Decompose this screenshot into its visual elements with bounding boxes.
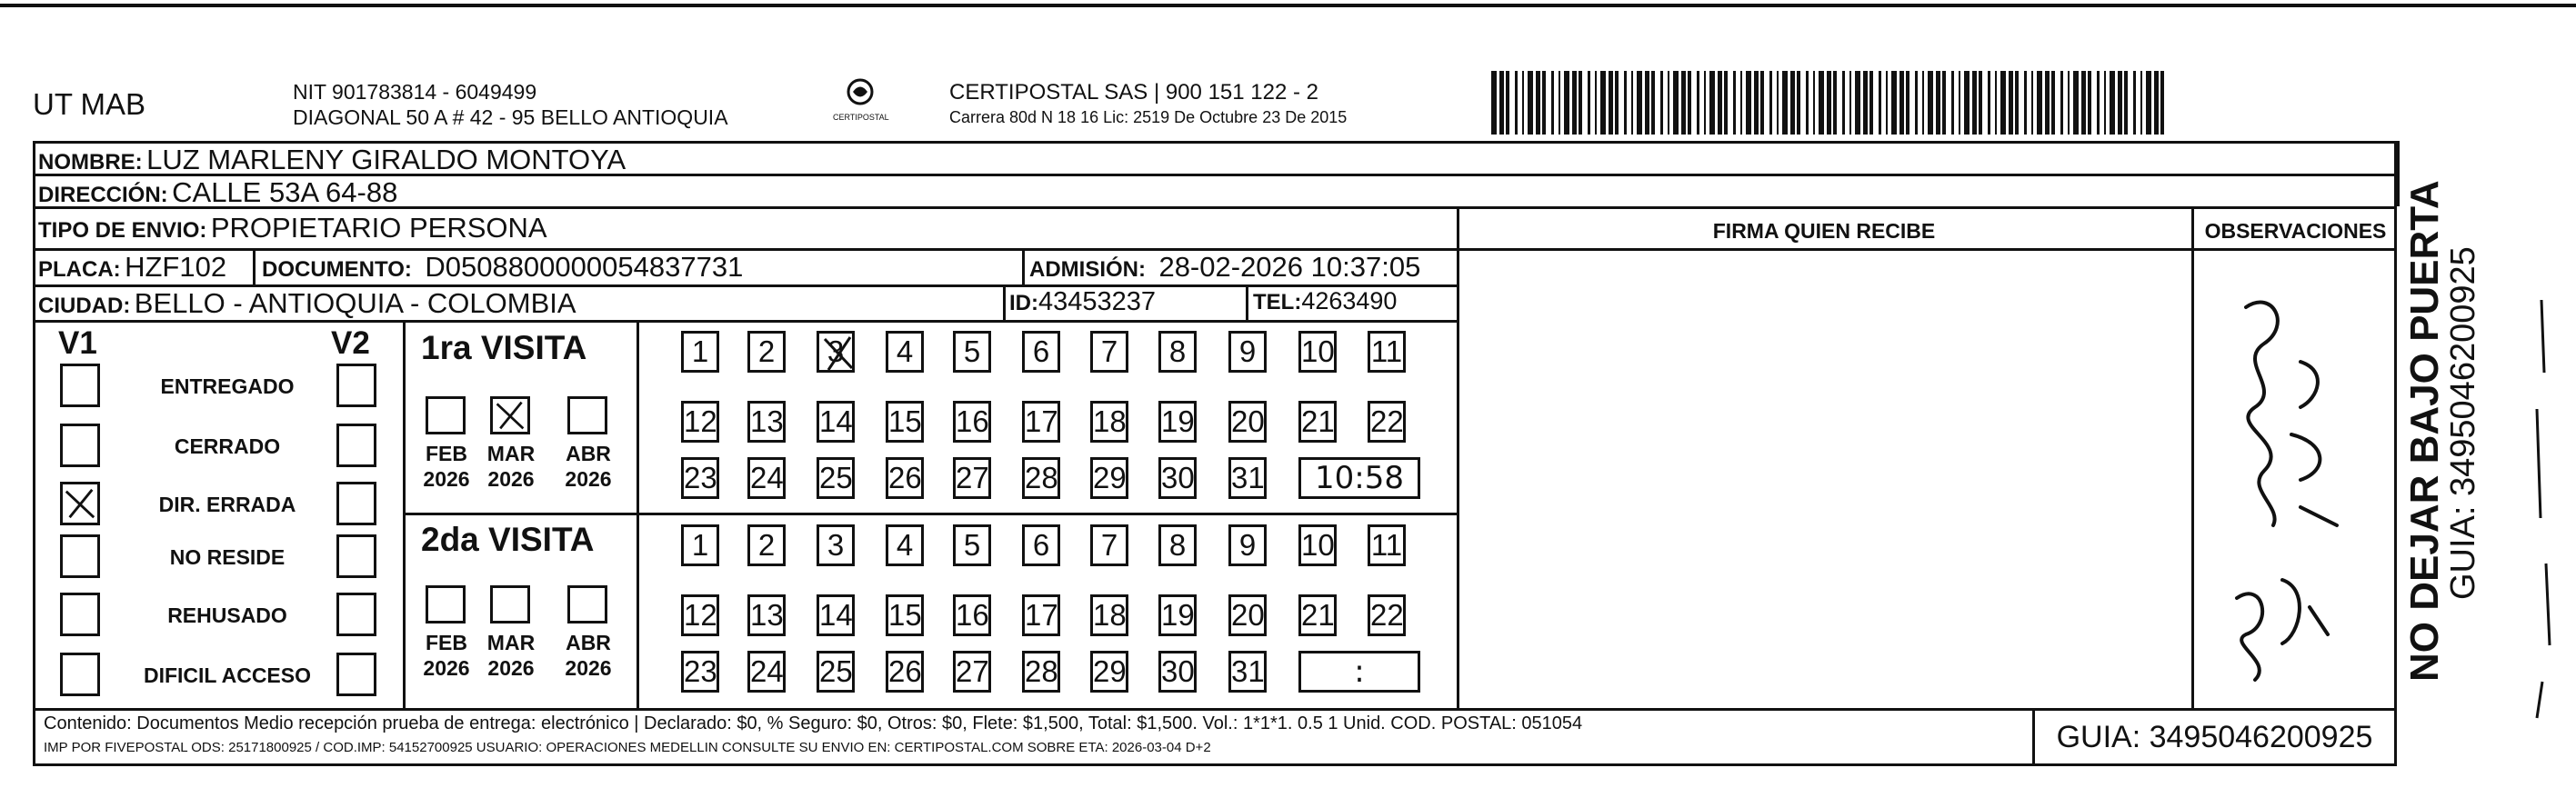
day-box[interactable]: 3 — [817, 524, 855, 566]
barcode-bar — [2140, 71, 2142, 135]
day-box[interactable]: 22 — [1368, 401, 1406, 443]
day-box[interactable]: 29 — [1090, 651, 1128, 693]
barcode-bar — [2009, 71, 2013, 135]
year-label: 2026 — [487, 656, 535, 680]
barcode-bar — [1936, 71, 1940, 135]
barcode-bar — [1681, 71, 1686, 135]
v2-checkbox[interactable] — [336, 593, 376, 636]
barcode-bar — [1559, 71, 1560, 135]
month-label: MAR — [486, 442, 536, 465]
day-box[interactable]: 14 — [817, 401, 855, 443]
barcode-bar — [1959, 71, 1960, 135]
status-label: REHUSADO — [167, 603, 287, 627]
month-checkbox[interactable] — [490, 585, 530, 623]
day-box[interactable]: 28 — [1022, 651, 1060, 693]
day-box[interactable]: 27 — [953, 457, 991, 499]
barcode-bar — [2160, 71, 2164, 135]
footer-guia: GUIA: 3495046200925 — [2056, 720, 2373, 754]
ciudad-value: BELLO - ANTIOQUIA - COLOMBIA — [134, 287, 576, 319]
day-box[interactable]: 22 — [1368, 594, 1406, 636]
barcode-bar — [2024, 71, 2027, 135]
day-box[interactable]: 31 — [1228, 651, 1267, 693]
barcode-bar — [2104, 71, 2106, 135]
barcode-bar — [1842, 71, 1845, 135]
v2-checkbox[interactable] — [336, 534, 376, 578]
month-checkbox[interactable] — [567, 585, 607, 623]
barcode-bar — [1697, 71, 1699, 135]
barcode-bar — [1922, 71, 1924, 135]
barcode-bar — [1600, 71, 1606, 135]
day-box[interactable]: 19 — [1158, 401, 1197, 443]
barcode-bar — [1551, 71, 1554, 135]
barcode — [1491, 71, 2173, 135]
day-box[interactable]: 6 — [1022, 331, 1060, 373]
day-box[interactable]: 17 — [1022, 594, 1060, 636]
day-box[interactable]: 11 — [1368, 524, 1406, 566]
barcode-bar — [2073, 71, 2079, 135]
time-box[interactable]: : — [1298, 651, 1420, 693]
month-label: FEB — [426, 631, 467, 654]
day-box[interactable]: 12 — [681, 594, 719, 636]
v2-checkbox[interactable] — [336, 482, 376, 525]
day-box[interactable]: 24 — [747, 651, 786, 693]
day-box[interactable]: 9 — [1228, 524, 1267, 566]
v1-header: V1 — [58, 325, 97, 361]
side-guia: GUIA: 3495046200925 — [2444, 246, 2482, 600]
barcode-bar — [1564, 71, 1569, 135]
barcode-bar — [1609, 71, 1613, 135]
barcode-bar — [1760, 71, 1764, 135]
barcode-bar — [1863, 71, 1868, 135]
carrier-name: CERTIPOSTAL SAS | 900 151 122 - 2 — [949, 80, 1318, 105]
barcode-bar — [1499, 71, 1504, 135]
check-x-icon — [493, 399, 527, 432]
year-label: 2026 — [565, 467, 612, 491]
day-box[interactable]: 11 — [1368, 331, 1406, 373]
barcode-bar — [1733, 71, 1736, 135]
day-box[interactable]: 7 — [1090, 524, 1128, 566]
barcode-bar — [1631, 71, 1633, 135]
barcode-bar — [1754, 71, 1759, 135]
v2-checkbox[interactable] — [336, 424, 376, 467]
year-label: 2026 — [487, 467, 535, 491]
day-box[interactable]: 4 — [886, 331, 924, 373]
barcode-bar — [2068, 71, 2070, 135]
v1-checkbox[interactable] — [60, 593, 100, 636]
company-address: DIAGONAL 50 A # 42 - 95 BELLO ANTIOQUIA — [293, 105, 728, 129]
barcode-bar — [1797, 71, 1800, 135]
barcode-bar — [1972, 71, 1977, 135]
barcode-bar — [1615, 71, 1619, 135]
id-value: 43453237 — [1038, 287, 1157, 316]
month-label: ABR — [566, 442, 611, 465]
barcode-bar — [2124, 71, 2128, 135]
barcode-bar — [1777, 71, 1779, 135]
year-label: 2026 — [423, 656, 470, 680]
barcode-bar — [2000, 71, 2006, 135]
v1-checkbox[interactable] — [60, 653, 100, 696]
time-box[interactable]: 10:58 — [1298, 457, 1420, 499]
footer-contenido: Contenido: Documentos Medio recepción prueba de entrega: electrónico | Declarado: $0, % Seguro: $0, Otros: $0, Flete: $1,500, Total: $1,500. Vol.: 1*1*1. 0.5 1 Unid. COD. POSTAL: 051054 — [44, 713, 1583, 733]
id-label: ID: — [1009, 291, 1038, 315]
barcode-bar — [1704, 71, 1706, 135]
barcode-bar — [1869, 71, 1873, 135]
day-box[interactable]: 29 — [1090, 457, 1128, 499]
day-box[interactable]: 19 — [1158, 594, 1197, 636]
barcode-bar — [1673, 71, 1679, 135]
day-box[interactable]: 16 — [953, 401, 991, 443]
barcode-bar — [1899, 71, 1904, 135]
day-box[interactable]: 24 — [747, 457, 786, 499]
company-nit: NIT 901783814 - 6049499 — [293, 80, 537, 104]
month-label: MAR — [486, 631, 536, 654]
barcode-bar — [2031, 71, 2033, 135]
tel-label: TEL: — [1253, 290, 1302, 314]
day-box[interactable]: 1 — [681, 331, 719, 373]
barcode-bar — [1668, 71, 1669, 135]
firma-header: FIRMA QUIEN RECIBE — [1712, 219, 1936, 243]
barcode-bar — [1588, 71, 1590, 135]
day-box[interactable]: 20 — [1228, 594, 1267, 636]
day-box[interactable]: 3 — [817, 331, 855, 373]
barcode-bar — [2097, 71, 2100, 135]
barcode-bar — [1942, 71, 1946, 135]
barcode-bar — [1536, 71, 1540, 135]
tipo-label: TIPO DE ENVIO: — [38, 218, 207, 243]
documento-value: D0508800000054837731 — [425, 251, 744, 283]
barcode-bar — [1645, 71, 1649, 135]
placa-label: PLACA: — [38, 257, 121, 282]
barcode-bar — [1833, 71, 1837, 135]
day-box[interactable]: 9 — [1228, 331, 1267, 373]
barcode-bar — [1813, 71, 1815, 135]
barcode-bar — [1979, 71, 1982, 135]
barcode-bar — [1724, 71, 1728, 135]
barcode-bar — [2088, 71, 2091, 135]
day-box[interactable]: 30 — [1158, 651, 1197, 693]
month-checkbox[interactable] — [426, 585, 466, 623]
month-checkbox[interactable] — [426, 396, 466, 434]
barcode-bar — [1624, 71, 1627, 135]
status-label: DIFICIL ACCESO — [143, 663, 311, 687]
placa-value: HZF102 — [125, 251, 227, 283]
day-box[interactable]: 6 — [1022, 524, 1060, 566]
barcode-bar — [1951, 71, 1954, 135]
day-box[interactable]: 16 — [953, 594, 991, 636]
observaciones-header: OBSERVACIONES — [2204, 219, 2387, 243]
v2-header: V2 — [331, 325, 370, 361]
barcode-bar — [2146, 71, 2151, 135]
barcode-bar — [1964, 71, 1970, 135]
nombre-value: LUZ MARLENY GIRALDO MONTOYA — [146, 144, 626, 175]
barcode-bar — [2015, 71, 2019, 135]
day-box[interactable]: 13 — [747, 594, 786, 636]
day-box[interactable]: 26 — [886, 457, 924, 499]
barcode-bar — [2060, 71, 2063, 135]
month-checkbox[interactable] — [490, 396, 530, 434]
day-box[interactable]: 8 — [1158, 331, 1197, 373]
barcode-bar — [1915, 71, 1918, 135]
barcode-bar — [1906, 71, 1909, 135]
barcode-bar — [1886, 71, 1888, 135]
barcode-bar — [1995, 71, 1997, 135]
status-label: NO RESIDE — [169, 545, 286, 569]
day-box[interactable]: 5 — [953, 331, 991, 373]
barcode-bar — [1790, 71, 1795, 135]
day-box[interactable]: 10 — [1298, 524, 1337, 566]
logo-icon — [842, 78, 878, 109]
barcode-bar — [1849, 71, 1851, 135]
v1-checkbox[interactable] — [60, 424, 100, 467]
barcode-bar — [1891, 71, 1897, 135]
day-box[interactable]: 26 — [886, 651, 924, 693]
day-box[interactable]: 2 — [747, 331, 786, 373]
day-box[interactable]: 25 — [817, 457, 855, 499]
day-box[interactable]: 13 — [747, 401, 786, 443]
check-x-icon — [63, 484, 97, 523]
barcode-bar — [2118, 71, 2122, 135]
barcode-bar — [2154, 71, 2159, 135]
day-box[interactable]: 21 — [1298, 401, 1337, 443]
barcode-bar — [2110, 71, 2115, 135]
scan-edge — [0, 4, 2576, 7]
barcode-bar — [1718, 71, 1722, 135]
barcode-bar — [1819, 71, 1824, 135]
logo-text: CERTIPOSTAL — [833, 113, 889, 122]
barcode-bar — [1579, 71, 1582, 135]
day-box[interactable]: 15 — [886, 401, 924, 443]
day-box[interactable]: 5 — [953, 524, 991, 566]
v2-checkbox[interactable] — [336, 364, 376, 407]
barcode-bar — [1651, 71, 1655, 135]
documento-label: DOCUMENTO: — [262, 257, 412, 282]
barcode-bar — [1515, 71, 1518, 135]
day-box[interactable]: 8 — [1158, 524, 1197, 566]
nombre-label: NOMBRE: — [38, 150, 143, 175]
day-box[interactable]: 23 — [681, 651, 719, 693]
barcode-bar — [2051, 71, 2055, 135]
tipo-value: PROPIETARIO PERSONA — [210, 212, 547, 244]
barcode-bar — [1740, 71, 1742, 135]
v1-checkbox[interactable] — [60, 534, 100, 578]
barcode-bar — [1595, 71, 1597, 135]
day-box[interactable]: 27 — [953, 651, 991, 693]
v2-checkbox[interactable] — [336, 653, 376, 696]
barcode-bar — [1522, 71, 1524, 135]
barcode-bar — [2133, 71, 2136, 135]
direccion-label: DIRECCIÓN: — [38, 183, 168, 207]
direccion-value: CALLE 53A 64-88 — [172, 176, 398, 208]
barcode-bar — [2037, 71, 2042, 135]
year-label: 2026 — [565, 656, 612, 680]
day-box[interactable]: 10 — [1298, 331, 1337, 373]
day-box[interactable]: 1 — [681, 524, 719, 566]
barcode-bar — [1637, 71, 1642, 135]
barcode-bar — [1572, 71, 1577, 135]
day-box[interactable]: 25 — [817, 651, 855, 693]
day-box[interactable]: 2 — [747, 524, 786, 566]
admision-value: 28-02-2026 10:37:05 — [1158, 251, 1421, 283]
scan-edge-marks — [2510, 136, 2573, 773]
barcode-bar — [1928, 71, 1933, 135]
certipostal-logo — [833, 78, 887, 125]
tel-value: 4263490 — [1301, 287, 1398, 314]
barcode-bar — [1688, 71, 1691, 135]
day-box[interactable]: 28 — [1022, 457, 1060, 499]
day-box[interactable]: 23 — [681, 457, 719, 499]
month-label: ABR — [566, 631, 611, 654]
day-box[interactable]: 31 — [1228, 457, 1267, 499]
admision-label: ADMISIÓN: — [1029, 257, 1146, 282]
day-box[interactable]: 12 — [681, 401, 719, 443]
visit1-title: 1ra VISITA — [421, 329, 587, 366]
barcode-bar — [2045, 71, 2050, 135]
barcode-bar — [1528, 71, 1533, 135]
barcode-bar — [1782, 71, 1788, 135]
barcode-bar — [1709, 71, 1715, 135]
company-name: UT MAB — [33, 87, 146, 121]
barcode-bar — [1769, 71, 1772, 135]
side-warning: NO DEJAR BAJO PUERTA — [2402, 180, 2447, 682]
day-box[interactable]: 17 — [1022, 401, 1060, 443]
barcode-bar — [1746, 71, 1751, 135]
barcode-bar — [1988, 71, 1990, 135]
barcode-bar — [1542, 71, 1546, 135]
carrier-license: Carrera 80d N 18 16 Lic: 2519 De Octubre 23 De 2015 — [949, 108, 1348, 126]
status-label: DIR. ERRADA — [158, 493, 296, 516]
day-box[interactable]: 21 — [1298, 594, 1337, 636]
v1-checkbox[interactable] — [60, 482, 100, 525]
handwritten-observation — [2191, 253, 2397, 707]
barcode-bar — [1827, 71, 1831, 135]
status-label: CERRADO — [174, 434, 281, 458]
barcode-bar — [1806, 71, 1809, 135]
footer-imp: IMP POR FIVEPOSTAL ODS: 25171800925 / COD.IMP: 54152700925 USUARIO: OPERACIONES MEDELLIN CONSULTE SU ENVIO EN: CERTIPOSTAL.COM SOBRE ETA: 2026-03-04 D+2 — [44, 740, 1211, 755]
day-box[interactable]: 7 — [1090, 331, 1128, 373]
day-box[interactable]: 30 — [1158, 457, 1197, 499]
day-box[interactable]: 4 — [886, 524, 924, 566]
ciudad-label: CIUDAD: — [38, 294, 131, 318]
day-box[interactable]: 18 — [1090, 594, 1128, 636]
barcode-bar — [1506, 71, 1509, 135]
day-box[interactable]: 14 — [817, 594, 855, 636]
day-box[interactable]: 18 — [1090, 401, 1128, 443]
barcode-bar — [2081, 71, 2086, 135]
visit2-title: 2da VISITA — [421, 521, 595, 558]
barcode-bar — [1660, 71, 1663, 135]
status-label: ENTREGADO — [160, 374, 295, 398]
day-box[interactable]: 15 — [886, 594, 924, 636]
v1-checkbox[interactable] — [60, 364, 100, 407]
barcode-bar — [1855, 71, 1860, 135]
year-label: 2026 — [423, 467, 470, 491]
barcode-bar — [1879, 71, 1881, 135]
check-x-icon — [819, 334, 857, 374]
barcode-bar — [1491, 71, 1497, 135]
month-label: FEB — [426, 442, 467, 465]
month-checkbox[interactable] — [567, 396, 607, 434]
day-box[interactable]: 20 — [1228, 401, 1267, 443]
